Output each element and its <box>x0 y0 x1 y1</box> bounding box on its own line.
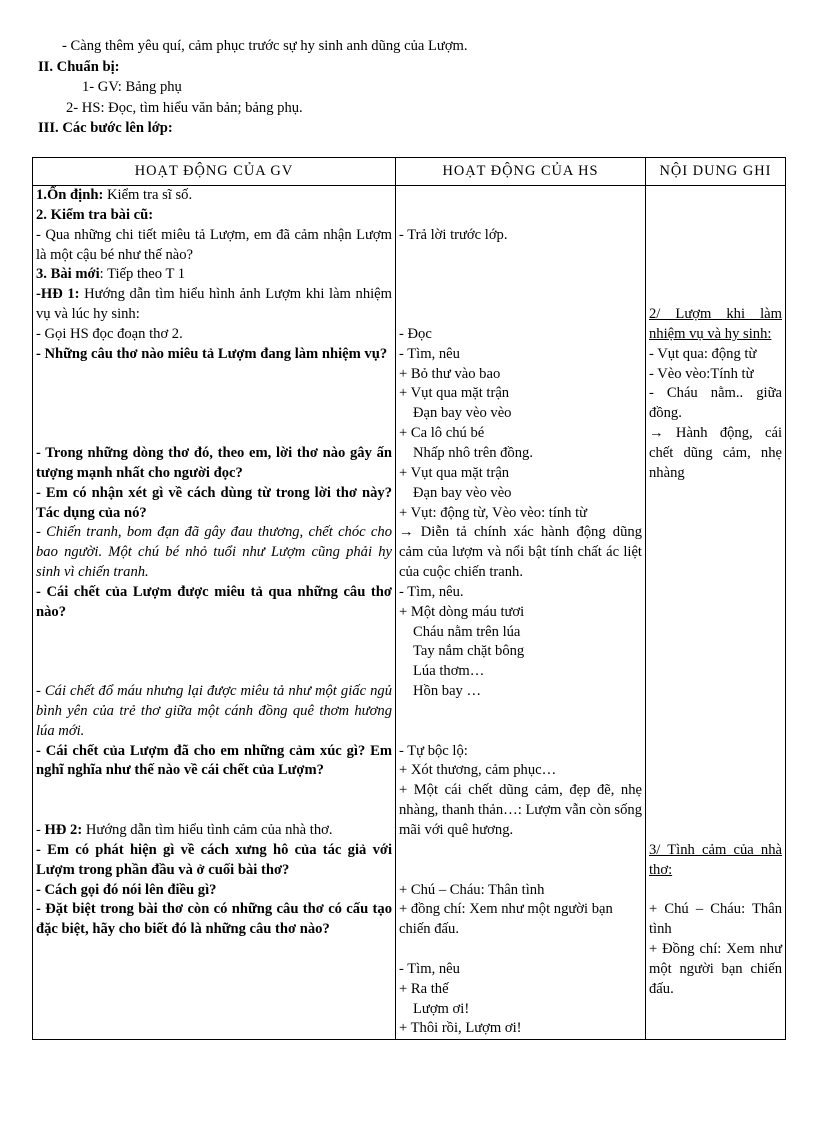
student-answer: - Tìm, nêu <box>399 960 460 977</box>
note-item: - Cháu nằm.. giữa đồng. <box>649 385 782 422</box>
note-item: - Vụt qua: động từ <box>649 345 757 362</box>
lesson-plan-table <box>32 157 786 1040</box>
student-answer: + Một cái chết dũng cảm, đẹp đẽ, nhẹ nhàng, thanh thản…: Lượm vẫn còn sống mãi với quê hương. <box>399 782 643 838</box>
student-answer: Lượm ơi! <box>413 1000 470 1017</box>
student-answer: - Trả lời trước lớp. <box>399 226 508 243</box>
question-6: - Em có phát hiện gì về cách xưng hô của tác giả với Lượm trong phần đầu và ở cuối bài thơ? <box>36 841 392 878</box>
student-answer: + Vụt: động từ, Vèo vèo: tính từ <box>399 504 588 521</box>
question-4: - Cái chết của Lượm được miêu tả qua những câu thơ nào? <box>36 583 392 620</box>
note-item: + Chú – Cháu: Thân tình <box>649 901 782 938</box>
question-5: - Cái chết của Lượm đã cho em những cảm xúc gì? Em nghĩ nghĩa như thế nào về cái chết của Lượm? <box>36 742 392 779</box>
student-answer: Hồn bay … <box>413 683 482 700</box>
review-question: - Qua những chi tiết miêu tả Lượm, em đã cảm nhận Lượm là một cậu bé như thế nào? <box>36 226 392 263</box>
student-answer: + Thôi rồi, Lượm ơi! <box>399 1020 522 1037</box>
intro-section <box>38 36 798 139</box>
teacher-activity-cell <box>33 186 396 1040</box>
prep-teacher: 1- GV: Bảng phụ <box>82 79 182 95</box>
student-answer: - Tự bộc lộ: <box>399 742 468 759</box>
student-answer: Nhấp nhô trên đồng. <box>413 444 533 461</box>
note-item: → Hành động, cái chết dũng cảm, nhẹ nhàng <box>649 425 782 481</box>
student-answer: + đồng chí: Xem như một người bạn chiến đấu. <box>399 901 613 938</box>
student-answer: + Ra thế <box>399 980 449 997</box>
objective-line: - Càng thêm yêu quí, cảm phục trước sự hy sinh anh dũng của Lượm. <box>62 38 468 54</box>
student-answer: Đạn bay vèo vèo <box>413 405 512 422</box>
question-7: - Cách gọi đó nói lên điều gì? <box>36 881 217 898</box>
header-notes: NỘI DUNG GHI <box>646 158 786 186</box>
student-answer: Đạn bay vèo vèo <box>413 484 512 501</box>
student-answer: - Đọc <box>399 325 432 342</box>
student-activity-cell <box>396 186 646 1040</box>
header-student-activity: HOẠT ĐỘNG CỦA HS <box>396 158 646 186</box>
student-answer: + Vụt qua mặt trận <box>399 385 510 402</box>
student-answer: Lúa thơm… <box>413 663 485 680</box>
step-new-lesson: 3. Bài mới: Tiếp theo T 1 <box>36 266 186 283</box>
section-title-steps: III. Các bước lên lớp: <box>38 120 173 136</box>
student-answer: + Một dòng máu tươi <box>399 603 525 620</box>
student-answer: + Xót thương, cảm phục… <box>399 762 557 779</box>
student-answer: + Bỏ thư vào bao <box>399 365 501 382</box>
activity-1: -HĐ 1: Hướng dẫn tìm hiểu hình ảnh Lượm khi làm nhiệm vụ và lúc hy sinh: <box>36 286 392 323</box>
student-answer: - Tìm, nêu <box>399 345 460 362</box>
question-3: - Em có nhận xét gì về cách dùng từ trong lời thơ này? Tác dụng của nó? <box>36 484 392 521</box>
student-answer: - Tìm, nêu. <box>399 583 464 600</box>
student-answer: → Diễn tả chính xác hành động dũng cảm của lượm và nổi bật tính chất ác liệt của cuộc chiến tranh. <box>399 524 642 581</box>
teacher-comment-1: - Chiến tranh, bom đạn đã gây đau thương, chết chóc cho bao người. Một chú bé nhỏ tuổi như Lượm cũng phải hy sinh vì chiến tranh. <box>36 524 392 581</box>
question-8: - Đặt biệt trong bài thơ còn có những câu thơ có cấu tạo đặc biệt, hãy cho biết đó là những câu thơ nào? <box>36 901 392 938</box>
question-2: - Trong những dòng thơ đó, theo em, lời thơ nào gây ấn tượng mạnh nhất cho người đọc? <box>36 444 392 481</box>
activity-2: - HĐ 2: Hướng dẫn tìm hiểu tình cảm của nhà thơ. <box>36 822 333 838</box>
student-answer: + Chú – Cháu: Thân tình <box>399 881 545 898</box>
step-stabilize: 1.Ổn định: Kiểm tra sĩ số. <box>36 187 193 203</box>
notes-heading-3: 3/ Tình cảm của nhà thơ: <box>649 841 782 878</box>
note-item: - Vèo vèo:Tính từ <box>649 365 754 382</box>
header-teacher-activity: HOẠT ĐỘNG CỦA GV <box>33 158 396 186</box>
notes-cell <box>646 186 786 1040</box>
student-answer: Cháu nằm trên lúa <box>413 623 521 640</box>
section-title-preparation: II. Chuẩn bị: <box>38 58 120 75</box>
read-instruction: - Gọi HS đọc đoạn thơ 2. <box>36 325 183 342</box>
step-review: 2. Kiểm tra bài cũ: <box>36 206 154 223</box>
notes-heading-2: 2/ Lượm khi làm nhiệm vụ và hy sinh: <box>649 306 782 342</box>
student-answer: Tay nắm chặt bông <box>413 643 525 660</box>
prep-student: 2- HS: Đọc, tìm hiểu văn bản; bảng phụ. <box>66 99 303 116</box>
student-answer: + Vụt qua mặt trận <box>399 464 510 481</box>
student-answer: + Ca lô chú bé <box>399 425 485 442</box>
question-1: - Những câu thơ nào miêu tả Lượm đang làm nhiệm vụ? <box>36 345 388 362</box>
teacher-comment-2: - Cái chết đổ máu nhưng lại được miêu tả như một giấc ngủ bình yên của trẻ thơ giữa một cánh đồng quê thơm hương lúa mới. <box>36 683 392 739</box>
note-item: + Đồng chí: Xem như một người bạn chiến đấu. <box>649 941 782 997</box>
